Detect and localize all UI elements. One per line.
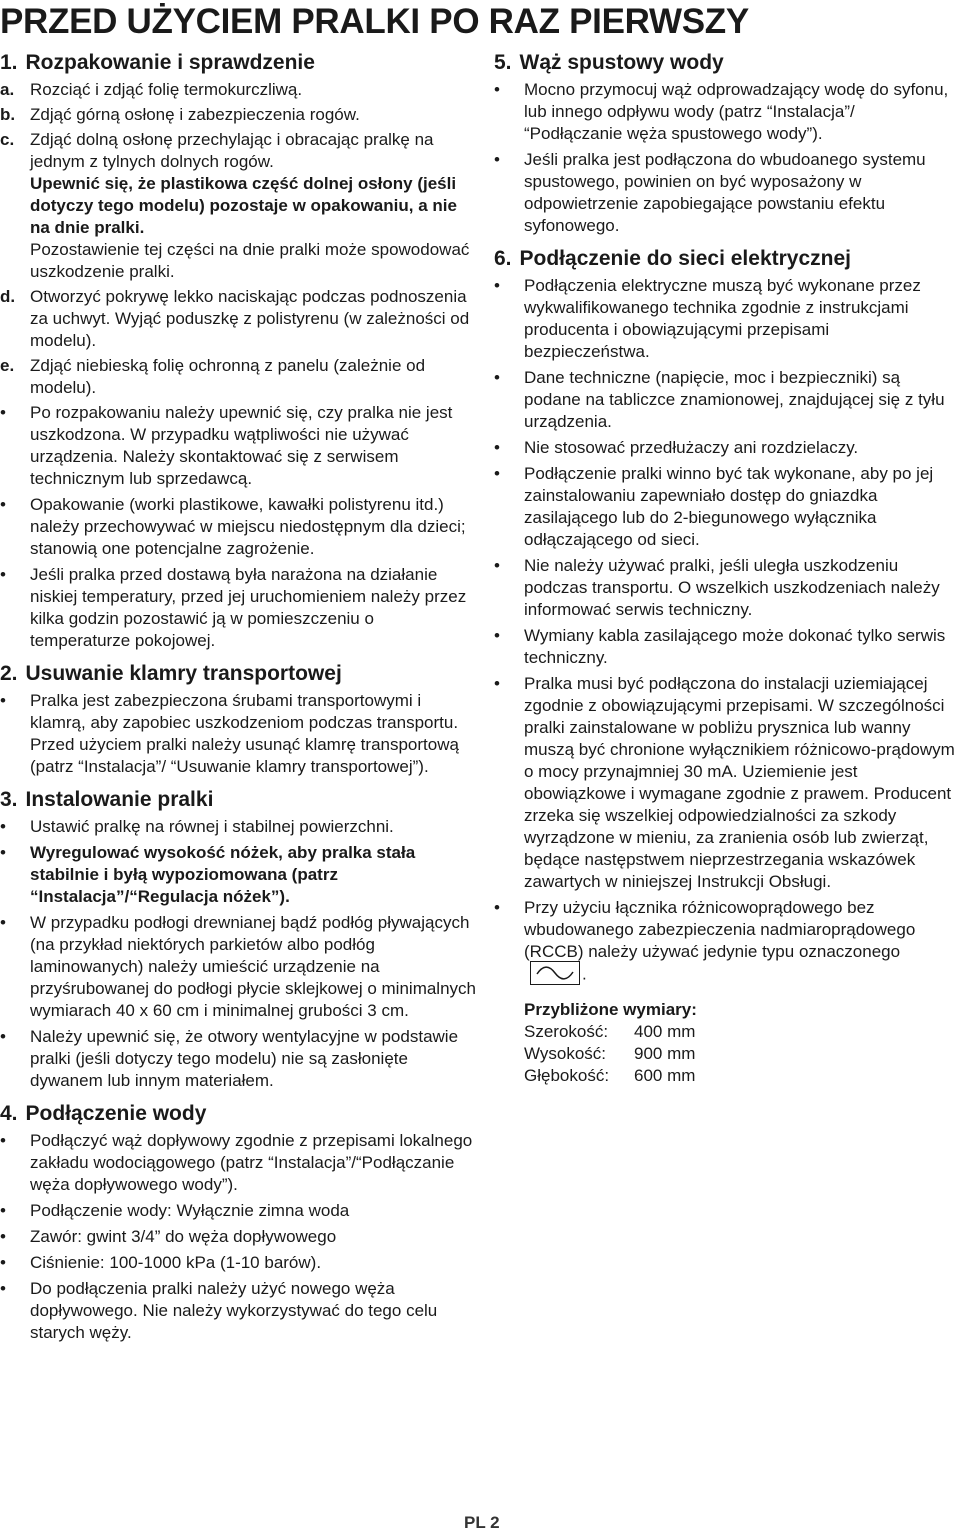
bullet-text: Podłączenie pralki winno być tak wykonane, aby po jej zainstalowaniu zapewniało dostęp do gniazdka zasilającego lub do 2-biegunowego wyłącznika odłączającego od sieci. <box>524 464 934 549</box>
section-5-heading <box>494 50 956 76</box>
bullet-text: W przypadku podłogi drewnianej bądź podłóg pływających (na przykład niektórych parkietów albo podłóg laminowanych) należy umieścić urządzenie na przyśrubowanej do podłogi płycie sklejkowej o minimalnych wymiarach 40 x 60 cm i minimalnej grubości 3 cm. <box>30 913 476 1020</box>
bullet-item <box>494 149 956 237</box>
bullet-text: Pralka jest zabezpieczona śrubami transportowymi i klamrą, aby zapobiec uszkodzeniom podczas transportu. Przed użyciem pralki należy usunąć klamrę transportową (patrz “Instalacja”/ “Usuwanie klamry transportowej”). <box>30 691 459 776</box>
bullet-text: Ciśnienie: 100-1000 kPa (1-10 barów). <box>30 1253 322 1272</box>
section-unpacking <box>0 50 476 652</box>
bullet-item <box>494 275 956 363</box>
bullet-dot: • <box>494 464 500 483</box>
section-installation <box>0 787 476 1092</box>
bullet-dot: • <box>0 817 6 836</box>
bullet-text <box>524 897 956 987</box>
section-4-heading <box>0 1101 476 1127</box>
bullet-item <box>0 1200 476 1222</box>
bullet-item <box>0 842 476 908</box>
bullet-dot: • <box>0 495 6 514</box>
bullet-dot: • <box>494 626 500 645</box>
bullet-text: Należy upewnić się, że otwory wentylacyjne w podstawie pralki (jeśli dotyczy tego modelu) nie są zasłonięte dywanem lub innym materiałem. <box>30 1027 459 1090</box>
section-number: 1. <box>0 51 18 74</box>
section-number: 2. <box>0 662 18 685</box>
section-3-heading <box>0 787 476 813</box>
bullet-item <box>494 463 956 551</box>
bullet-text: Mocno przymocuj wąż odprowadzający wodę do syfonu, lub innego odpływu wody (patrz “Instalacja”/ “Podłączanie węża spustowego wody”). <box>524 80 949 143</box>
bullet-item <box>0 1026 476 1092</box>
bullet-text: Zawór: gwint 3/4” do węża dopływowego <box>30 1227 337 1246</box>
bullet-text: Pralka musi być podłączona do instalacji uziemiającej zgodnie z obowiązującymi przepisami. W szczególności pralki zainstalowane w pobliżu prysznica lub wanny muszą być chronione wyłącznikiem różnicowo-prądowym o mocy przynajmniej 30 mA. Uziemienie jest obowiązkowe i wymagane zgodnie z prawem. Producent zrzeka się wszelkiej odpowiedzialności za szkody wyrządzone w mieniu, za zranienia osób lub zwierząt, będące następstwem nieprzestrzegania wskazówek zawartych w niniejszej Instrukcji Obsługi. <box>524 674 955 891</box>
ac-wave-icon <box>530 961 580 985</box>
step-b <box>0 104 476 126</box>
section-heading-text: Wąż spustowy wody <box>519 51 724 74</box>
section-number: 6. <box>494 247 512 270</box>
section-number: 4. <box>0 1102 18 1125</box>
bullet-item <box>0 402 476 490</box>
bullet-dot: • <box>494 556 500 575</box>
dimension-value: 900 mm <box>634 1044 696 1063</box>
bullet-item <box>494 673 956 893</box>
bullet-text: Jeśli pralka jest podłączona do wbudoanego systemu spustowego, powinien on być wyposażony w odpowietrzenie zapobiegające powstaniu efektu syfonowego. <box>524 150 926 235</box>
section-number: 5. <box>494 51 512 74</box>
step-c-note: Pozostawienie tej części na dnie pralki może spowodować uszkodzenie pralki. <box>30 240 470 281</box>
bullet-item <box>494 555 956 621</box>
bullet-dot: • <box>0 1227 6 1246</box>
bullet-item <box>0 564 476 652</box>
bullet-item <box>494 79 956 145</box>
page-number: PL 2 <box>464 1513 500 1532</box>
step-label: e. <box>0 356 15 375</box>
section-heading-text: Instalowanie pralki <box>25 788 214 811</box>
bullet-item <box>0 912 476 1022</box>
dimension-value: 400 mm <box>634 1022 696 1041</box>
bullet-dot: • <box>0 1279 6 1298</box>
dimension-width <box>494 1021 956 1043</box>
step-c <box>0 129 476 283</box>
step-text <box>30 129 476 283</box>
dimension-value: 600 mm <box>634 1066 696 1085</box>
page-title: PRZED UŻYCIEM PRALKI PO RAZ PIERWSZY <box>0 2 749 41</box>
dimension-label: Głębokość: <box>524 1066 610 1085</box>
rccb-end: . <box>582 964 587 984</box>
bullet-dot: • <box>494 80 500 99</box>
bullet-text: Wymiany kabla zasilającego może dokonać tylko serwis techniczny. <box>524 626 946 667</box>
bullet-text: Podłączyć wąż dopływowy zgodnie z przepisami lokalnego zakładu wodociągowego (patrz “Instalacja”/“Podłączanie węża dopływowego wody”). <box>30 1131 473 1194</box>
bullet-text: Ustawić pralkę na równej i stabilnej powierzchni. <box>30 817 394 836</box>
bullet-text: Dane techniczne (napięcie, moc i bezpieczniki) są podane na tabliczce znamionowej, znajdującej się z tyłu urządzenia. <box>524 368 945 431</box>
dimension-label: Szerokość: <box>524 1022 609 1041</box>
section-heading-text: Podłączenie do sieci elektrycznej <box>519 247 851 270</box>
bullet-item <box>0 494 476 560</box>
right-column <box>494 50 956 1087</box>
dimensions-title: Przybliżone wymiary: <box>524 1000 697 1019</box>
bullet-dot: • <box>0 1253 6 1272</box>
step-text: Zdjąć niebieską folię ochronną z panelu (zależnie od modelu). <box>30 356 426 397</box>
bullet-text: Podłączenia elektryczne muszą być wykonane przez wykwalifikowanego technika zgodnie z instrukcjami producenta i obowiązującymi przepisami bezpieczeństwa. <box>524 276 921 361</box>
step-label: b. <box>0 105 16 124</box>
bullet-text: Nie należy używać pralki, jeśli uległa uszkodzeniu podczas transportu. O wszelkich uszkodzeniach należy informować serwis techniczny. <box>524 556 940 619</box>
bullet-item <box>0 1226 476 1248</box>
section-drain-hose <box>494 50 956 237</box>
bullet-dot: • <box>0 1027 6 1046</box>
section-heading-text: Usuwanie klamry transportowej <box>25 662 342 685</box>
left-column <box>0 50 476 1353</box>
section-6-heading <box>494 246 956 272</box>
step-d <box>0 286 476 352</box>
bullet-item <box>494 367 956 433</box>
bullet-item <box>0 816 476 838</box>
bullet-text: Do podłączenia pralki należy użyć nowego węża dopływowego. Nie należy wykorzystywać do tego celu starych węży. <box>30 1279 438 1342</box>
section-transport-bracket <box>0 661 476 778</box>
bullet-dot: • <box>0 565 6 584</box>
bullet-dot: • <box>494 276 500 295</box>
bullet-dot: • <box>0 403 6 422</box>
bullet-item-rccb <box>494 897 956 987</box>
bullet-dot: • <box>494 674 500 693</box>
bullet-dot: • <box>0 1131 6 1150</box>
step-e <box>0 355 476 399</box>
bullet-item <box>494 437 956 459</box>
bullet-item <box>494 625 956 669</box>
bullet-text: Wyregulować wysokość nóżek, aby pralka stała stabilnie i byłą wypoziomowana (patrz “Instalacja”/“Regulacja nóżek”). <box>30 843 416 906</box>
bullet-item <box>0 1278 476 1344</box>
step-label: d. <box>0 287 16 306</box>
bullet-dot: • <box>494 438 500 457</box>
bullet-dot: • <box>0 843 6 862</box>
bullet-dot: • <box>494 368 500 387</box>
bullet-text: Po rozpakowaniu należy upewnić się, czy pralka nie jest uszkodzona. W przypadku wątpliwości nie używać urządzenia. Należy skontaktować się z serwisem technicznym lub sprzedawcą. <box>30 403 453 488</box>
section-electrical-connection <box>494 246 956 987</box>
bullet-text: Jeśli pralka przed dostawą była narażona na działanie niskiej temperatury, przed jej uruchomieniem należy przez kilka godzin pozostawić ją w pomieszczeniu o temperaturze pokojowej. <box>30 565 467 650</box>
step-text: Zdjąć górną osłonę i zabezpieczenia rogów. <box>30 105 360 124</box>
step-text: Otworzyć pokrywę lekko naciskając podczas podnoszenia za uchwyt. Wyjąć poduszkę z polistyrenu (w zależności od modelu). <box>30 287 470 350</box>
dimension-depth <box>494 1065 956 1087</box>
bullet-item <box>0 690 476 778</box>
section-heading-text: Rozpakowanie i sprawdzenie <box>25 51 315 74</box>
section-heading-text: Podłączenie wody <box>25 1102 207 1125</box>
bullet-dot: • <box>494 898 500 917</box>
step-label: a. <box>0 80 15 99</box>
step-c-warning: Upewnić się, że plastikowa część dolnej osłony (jeśli dotyczy tego modelu) pozostaje w opakowaniu, a nie na dnie pralki. <box>30 174 457 237</box>
bullet-item <box>0 1130 476 1196</box>
section-number: 3. <box>0 788 18 811</box>
step-text: Rozciąć i zdjąć folię termokurczliwą. <box>30 80 303 99</box>
step-c-text: Zdjąć dolną osłonę przechylając i obracając pralkę na jednym z tylnych dolnych rogów. <box>30 130 434 171</box>
section-water-connection <box>0 1101 476 1344</box>
dimension-height <box>494 1043 956 1065</box>
bullet-dot: • <box>494 150 500 169</box>
bullet-dot: • <box>0 913 6 932</box>
bullet-text: Opakowanie (worki plastikowe, kawałki polistyrenu itd.) należy przechowywać w miejscu niedostępnym dla dzieci; stanowią one potencjalne zagrożenie. <box>30 495 466 558</box>
rccb-text: Przy użyciu łącznika różnicowoprądowego bez wbudowanego zabezpieczenia nadmiaroprądowego (RCCB) należy używać jedynie typu oznaczonego <box>524 898 916 961</box>
bullet-dot: • <box>0 691 6 710</box>
bullet-item <box>0 1252 476 1274</box>
step-label: c. <box>0 130 15 149</box>
bullet-text: Podłączenie wody: Wyłącznie zimna woda <box>30 1201 350 1220</box>
step-a <box>0 79 476 101</box>
section-2-heading <box>0 661 476 687</box>
bullet-text: Nie stosować przedłużaczy ani rozdzielaczy. <box>524 438 859 457</box>
approx-dimensions <box>494 999 956 1087</box>
dimension-label: Wysokość: <box>524 1044 607 1063</box>
section-1-heading <box>0 50 476 76</box>
bullet-dot: • <box>0 1201 6 1220</box>
